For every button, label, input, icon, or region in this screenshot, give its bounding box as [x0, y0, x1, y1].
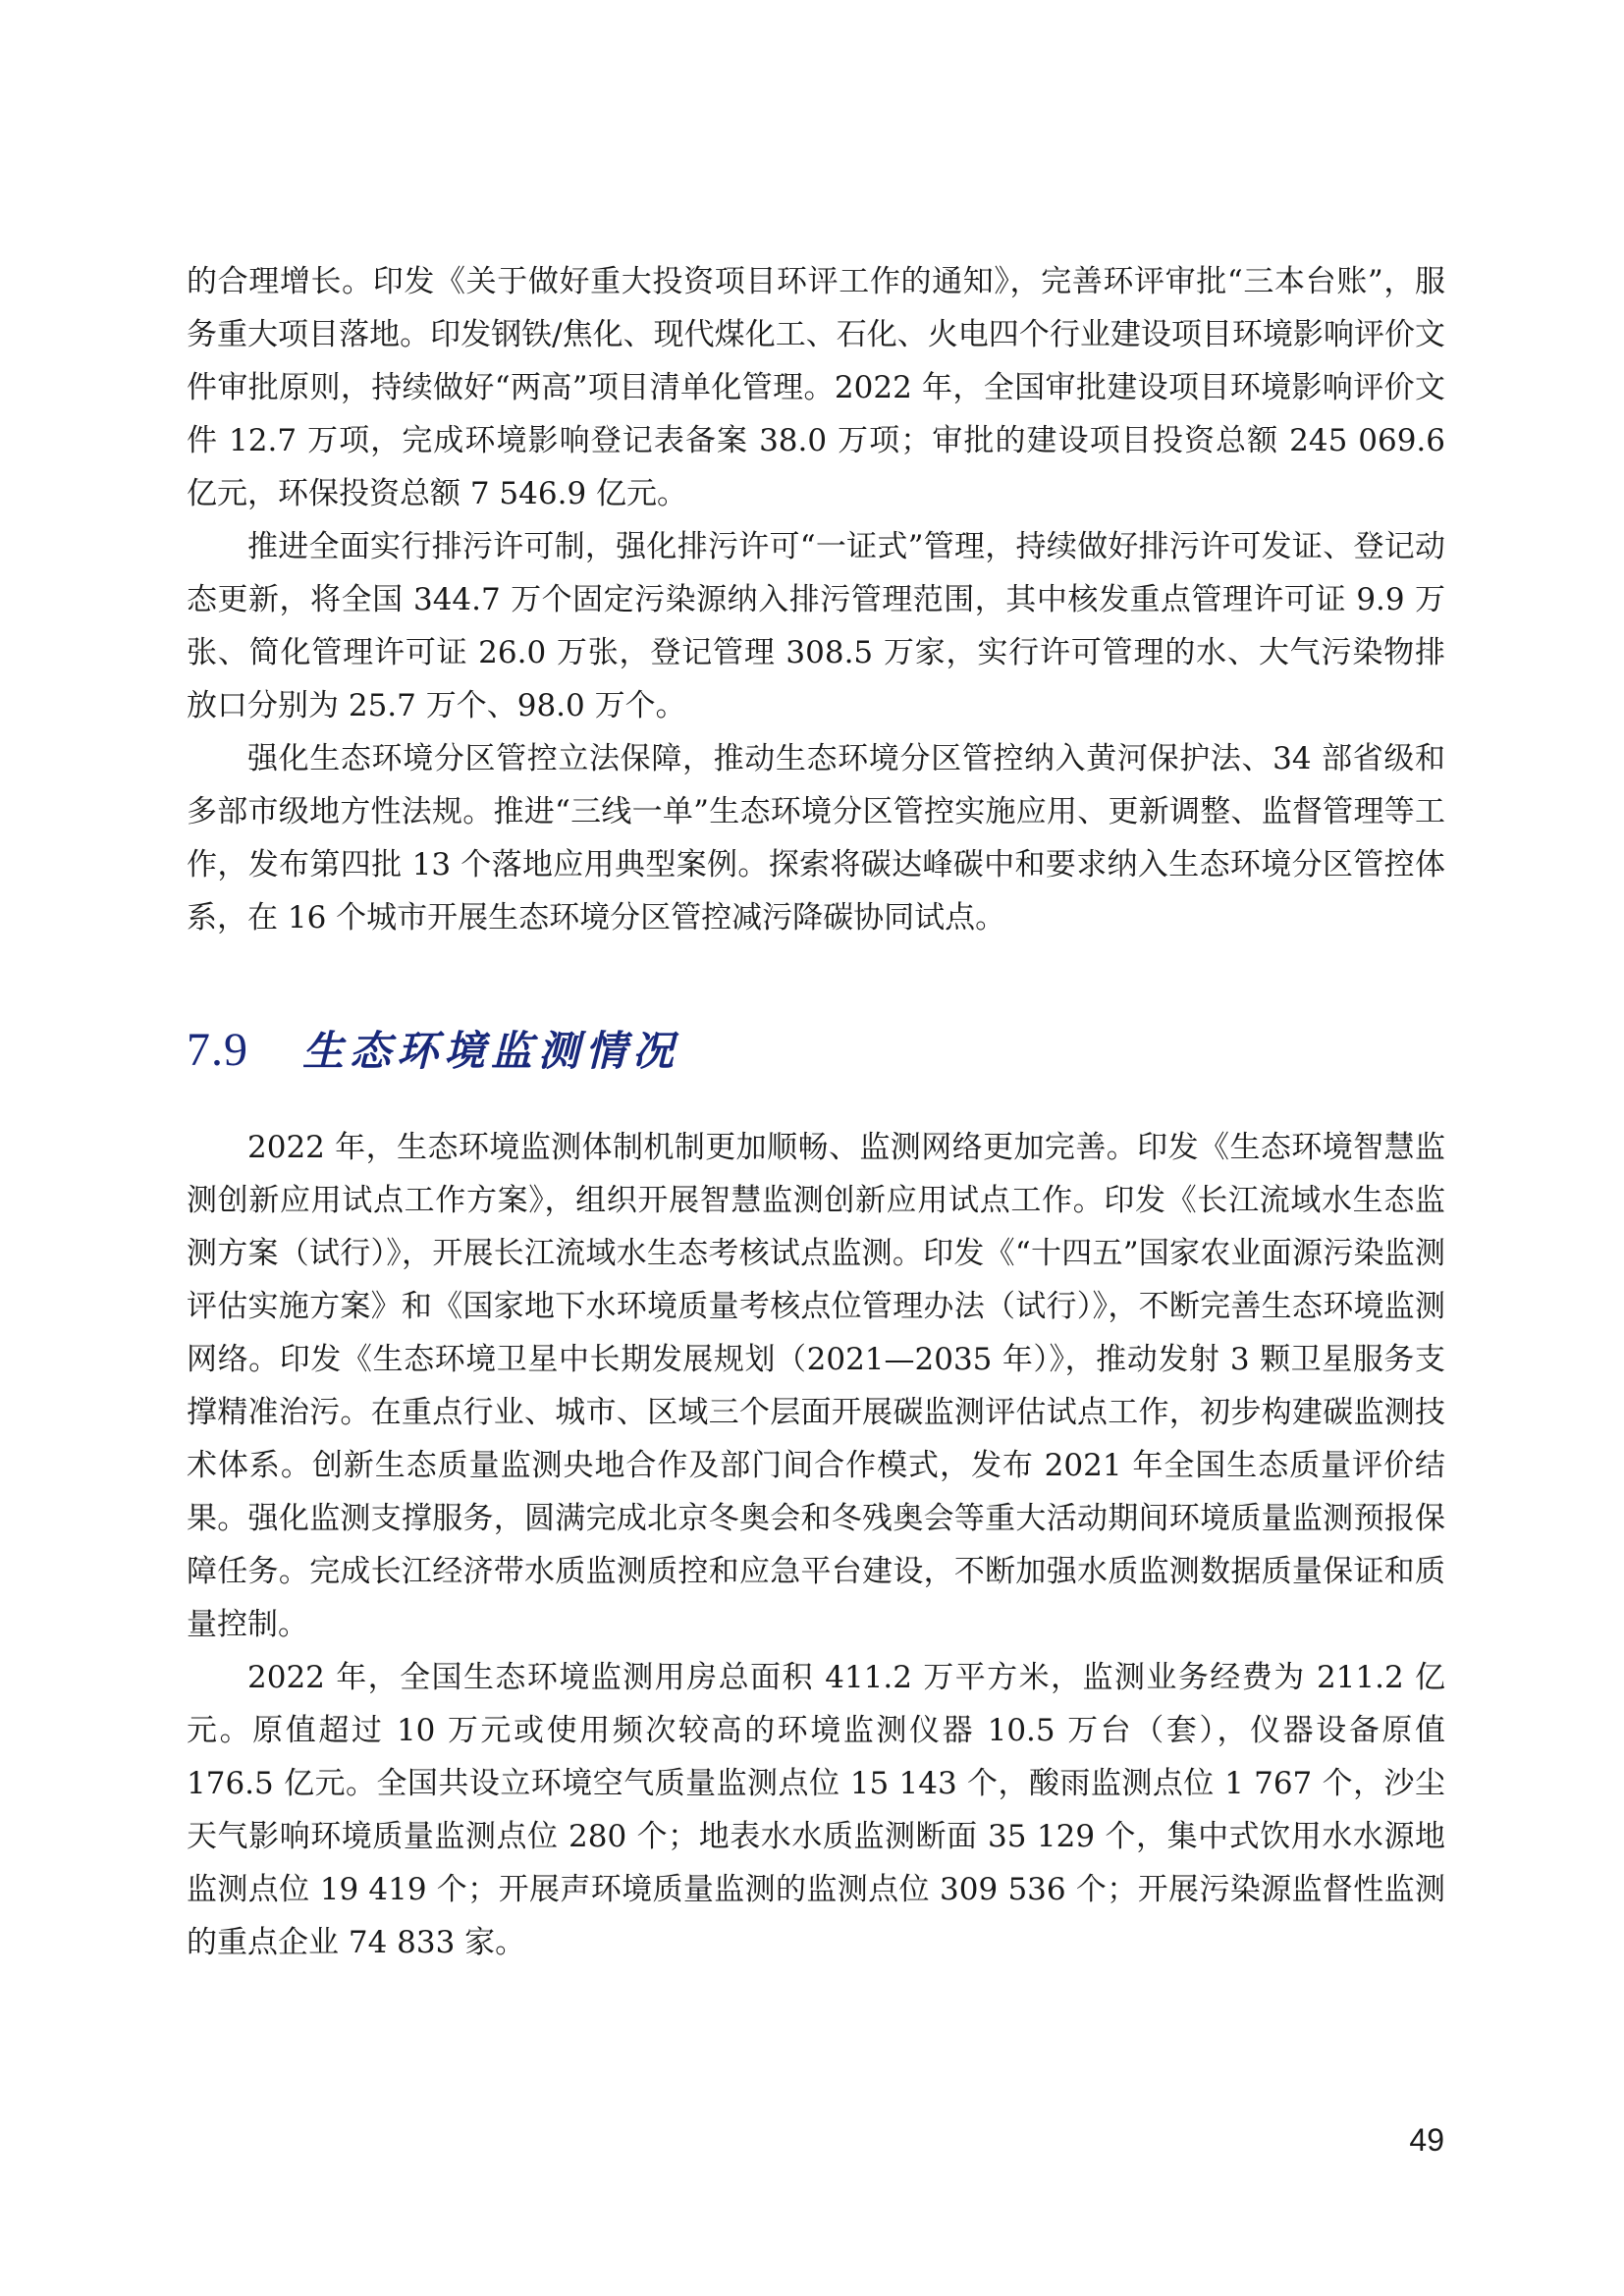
- continuation-paragraph: 的合理增长。印发《关于做好重大投资项目环评工作的通知》，完善环评审批“三本台账”，服务重大项目落地。印发钢铁/焦化、现代煤化工、石化、火电四个行业建设项目环境影响评价文件审批原则，持续做好“两高”项目清单化管理。2022 年，全国审批建设项目环境影响评价文件 12.7 万项，完成环境影响登记表备案 38.0 万项；审批的建设项目投资总额 245 069.6 亿元，环保投资总额 7 546.9 亿元。: [187, 264, 1445, 511]
- monitoring-system-paragraph: 2022 年，生态环境监测体制机制更加顺畅、监测网络更加完善。印发《生态环境智慧监测创新应用试点工作方案》，组织开展智慧监测创新应用试点工作。印发《长江流域水生态监测方案（试行）》，开展长江流域水生态考核试点监测。印发《“十四五”国家农业面源污染监测评估实施方案》和《国家地下水环境质量考核点位管理办法（试行）》，不断完善生态环境监测网络。印发《生态环境卫星中长期发展规划（2021—2035 年）》，推动发射 3 颗卫星服务支撑精准治污。在重点行业、城市、区域三个层面开展碳监测评估试点工作，初步构建碳监测技术体系。创新生态质量监测央地合作及部门间合作模式，发布 2021 年全国生态质量评价结果。强化监测支撑服务，圆满完成北京冬奥会和冬残奥会等重大活动期间环境质量监测预报保障任务。完成长江经济带水质监测质控和应急平台建设，不断加强水质监测数据质量保证和质量控制。: [187, 1130, 1445, 1642]
- section-heading: [187, 1019, 679, 1088]
- permit-paragraph: 推进全面实行排污许可制，强化排污许可“一证式”管理，持续做好排污许可发证、登记动态更新，将全国 344.7 万个固定污染源纳入排污管理范围，其中核发重点管理许可证 9.9 万张、简化管理许可证 26.0 万张，登记管理 308.5 万家，实行许可管理的水、大气污染物排放口分别为 25.7 万个、98.0 万个。: [187, 529, 1445, 723]
- zoning-paragraph: 强化生态环境分区管控立法保障，推动生态环境分区管控纳入黄河保护法、34 部省级和多部市级地方性法规。推进“三线一单”生态环境分区管控实施应用、更新调整、监督管理等工作，发布第四批 13 个落地应用典型案例。探索将碳达峰碳中和要求纳入生态环境分区管控体系，在 16 个城市开展生态环境分区管控减污降碳协同试点。: [187, 741, 1445, 935]
- body-text-section: [187, 1121, 1445, 1969]
- section-title: 生态环境监测情况: [302, 1027, 680, 1075]
- page-number: 49: [1409, 2122, 1444, 2158]
- section-number: 7.9: [187, 1024, 248, 1076]
- body-text-top: [187, 255, 1445, 944]
- monitoring-statistics-paragraph: 2022 年，全国生态环境监测用房总面积 411.2 万平方米，监测业务经费为 211.2 亿元。原值超过 10 万元或使用频次较高的环境监测仪器 10.5 万台（套），仪器设备原值 176.5 亿元。全国共设立环境空气质量监测点位 15 143 个，酸雨监测点位 1 767 个，沙尘天气影响环境质量监测点位 280 个；地表水水质监测断面 35 129 个，集中式饮用水水源地监测点位 19 419 个；开展声环境质量监测的监测点位 309 536 个；开展污染源监督性监测的重点企业 74 833 家。: [187, 1660, 1445, 1960]
